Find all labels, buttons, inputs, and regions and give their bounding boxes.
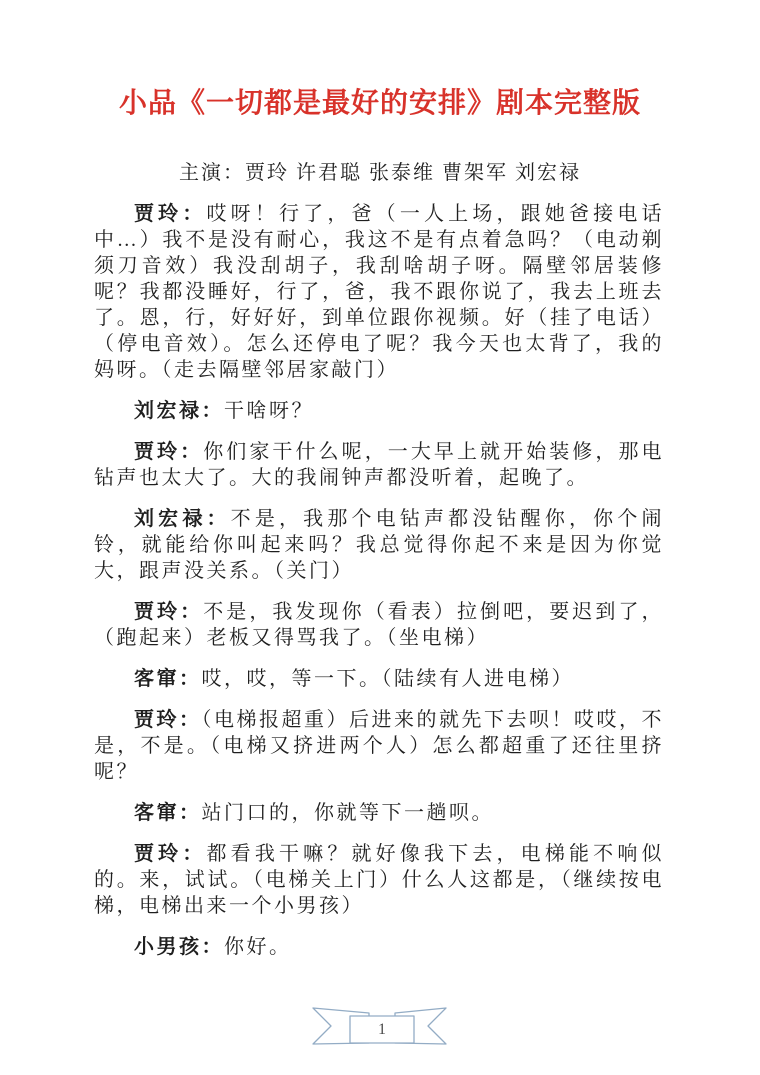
dialogue-paragraph: 小男孩：你好。	[134, 936, 292, 958]
dialogue-paragraph: 客窜：站门口的，你就等下一趟呗。	[134, 802, 494, 824]
speaker-name: 刘宏禄：	[134, 400, 224, 422]
speaker-name: 贾玲：	[134, 203, 207, 225]
speaker-name: 客窜：	[134, 802, 202, 824]
speaker-name: 客窜：	[134, 668, 202, 690]
speaker-name: 贾玲：	[134, 843, 207, 865]
speaker-name: 小男孩：	[134, 936, 224, 958]
page-number-ribbon	[310, 1004, 450, 1048]
speaker-name: 贾玲：	[134, 441, 204, 463]
dialogue-paragraph: 贾玲：都看我干嘛？就好像我下去，电梯能不响似的。来，试试。（电梯关上门）什么人这都是，（继续按电梯，电梯出来一个小男孩）	[94, 843, 664, 917]
page-number: 1	[378, 1020, 386, 1038]
dialogue-paragraph: 刘宏禄：不是，我那个电钻声都没钻醒你，你个闹铃，就能给你叫起来吗？我总觉得你起不来是因为你觉大，跟声没关系。（关门）	[94, 508, 665, 582]
dialogue-paragraph: 贾玲：你们家干什么呢，一大早上就开始装修，那电钻声也太大了。大的我闹钟声都没听着，起晚了。	[94, 441, 665, 489]
speaker-name: 贾玲：	[134, 709, 202, 731]
script-body	[0, 201, 760, 960]
dialogue-paragraph: 客窜：哎，哎，等一下。（陆续有人进电梯）	[134, 668, 574, 690]
speaker-name: 贾玲：	[134, 601, 204, 623]
dialogue-paragraph: 贾玲：（电梯报超重）后进来的就先下去呗！哎哎，不是，不是。（电梯又挤进两个人）怎么都超重了还往里挤呢？	[94, 709, 664, 783]
cast-line: 主演：贾玲 许君聪 张泰维 曹架军 刘宏禄	[179, 162, 581, 184]
dialogue-paragraph: 刘宏禄：干啥呀？	[134, 400, 314, 422]
dialogue-paragraph: 贾玲：不是，我发现你（看表）拉倒吧，要迟到了，（跑起来）老板又得骂我了。（坐电梯）	[94, 601, 665, 649]
speaker-name: 刘宏禄：	[134, 508, 231, 530]
page-title: 小品《一切都是最好的安排》剧本完整版	[118, 88, 641, 119]
dialogue-paragraph: 贾玲：哎呀！行了，爸（一人上场，跟她爸接电话中…）我不是没有耐心，我这不是有点着急吗？（电动剃须刀音效）我没刮胡子，我刮啥胡子呀。隔壁邻居装修呢？我都没睡好，行了，爸，我不跟你说了，我去上班去了。恩，行，好好好，到单位跟你视频。好（挂了电话）（停电音效）。怎么还停电了呢？我今天也太背了，我的妈呀。（走去隔壁邻居家敲门）	[94, 203, 664, 381]
